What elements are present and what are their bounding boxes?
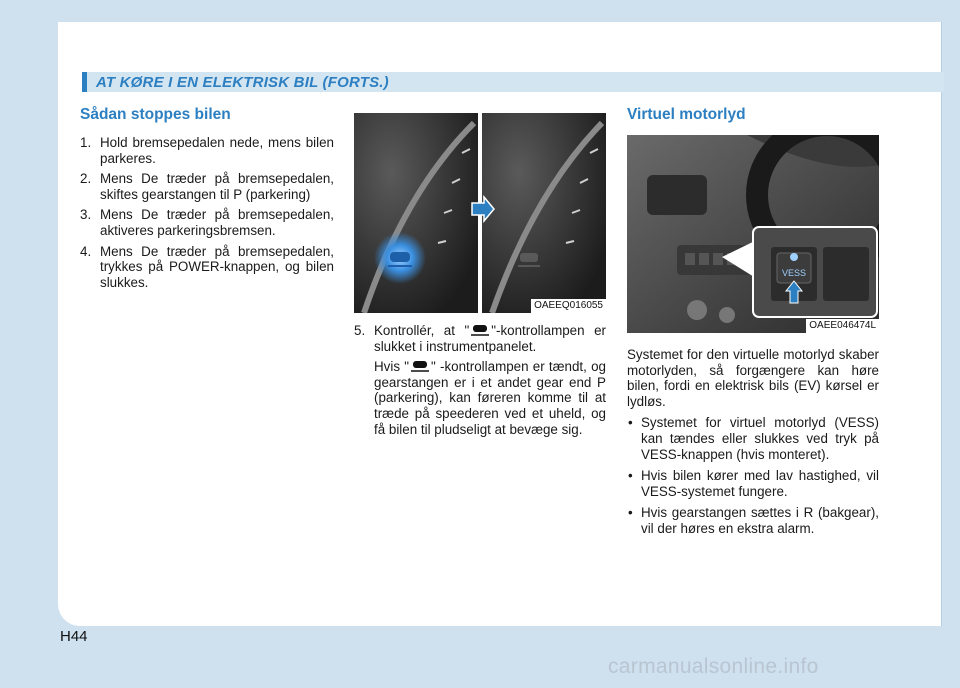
step-five-list bbox=[354, 323, 606, 354]
list-item: 3. Mens De træder på bremsepedalen, aktiveres parkeringsbremsen. bbox=[80, 207, 334, 238]
stop-car-heading: Sådan stoppes bilen bbox=[80, 106, 231, 123]
instrument-cluster-illustration bbox=[354, 113, 606, 313]
list-item: 5. Kontrollér, at " "-kontrollampen er slukket i instrumentpanelet. bbox=[354, 323, 606, 354]
cluster-indicator-figure bbox=[354, 113, 606, 313]
warning-paragraph: Hvis " " -kontrollampen er tændt, og gearstangen er i et andet gear end P (parkering), kan føreren komme til at træde på speederen ved et uheld, og få bilen til pludseligt at bevæge sig. bbox=[374, 359, 606, 437]
vess-intro-paragraph: Systemet for den virtuelle motorlyd skaber motorlyden, så forgængere kan høre bilen, fordi en elektrisk bils (EV) kørsel er lydløs. bbox=[627, 347, 879, 409]
list-item: 4. Mens De træder på bremsepedalen, trykkes på POWER-knappen, og bilen slukkes. bbox=[80, 243, 334, 290]
stop-steps-list bbox=[80, 135, 334, 290]
list-item: • Systemet for virtuel motorlyd (VESS) kan tændes eller slukkes ved tryk på VESS-knappen (hvis monteret). bbox=[628, 415, 879, 462]
virtual-engine-sound-heading: Virtuel motorlyd bbox=[627, 106, 746, 123]
vess-bullet-list bbox=[627, 415, 879, 536]
figure-caption: OAEEQ016055 bbox=[531, 299, 606, 313]
middle-column bbox=[354, 107, 606, 443]
page-margin-line bbox=[941, 22, 942, 626]
vess-button[interactable] bbox=[777, 253, 811, 283]
list-item: 1. Hold bremsepedalen nede, mens bilen parkeres. bbox=[80, 135, 334, 166]
right-column bbox=[627, 107, 879, 543]
left-column bbox=[80, 107, 334, 295]
section-header-title: AT KØRE I EN ELEKTRISK BIL (FORTS.) bbox=[96, 74, 389, 91]
car-indicator-icon bbox=[471, 323, 489, 337]
list-item: • Hvis gearstangen sættes i R (bakgear), vil der høres en ekstra alarm. bbox=[628, 505, 879, 536]
vess-button-figure bbox=[627, 135, 879, 333]
list-item: 2. Mens De træder på bremsepedalen, skiftes gearstangen til P (parkering) bbox=[80, 171, 334, 202]
section-header-accent bbox=[82, 72, 87, 92]
svg-text:VESS: VESS bbox=[781, 268, 807, 278]
list-item: • Hvis bilen kører med lav hastighed, vil VESS-systemet fungere. bbox=[628, 468, 879, 499]
watermark: carmanualsonline.info bbox=[608, 655, 819, 678]
car-indicator-icon bbox=[411, 359, 429, 373]
figure-caption: OAEE046474L bbox=[806, 319, 879, 333]
page-number: H44 bbox=[60, 628, 88, 645]
dashboard-illustration bbox=[627, 135, 879, 333]
